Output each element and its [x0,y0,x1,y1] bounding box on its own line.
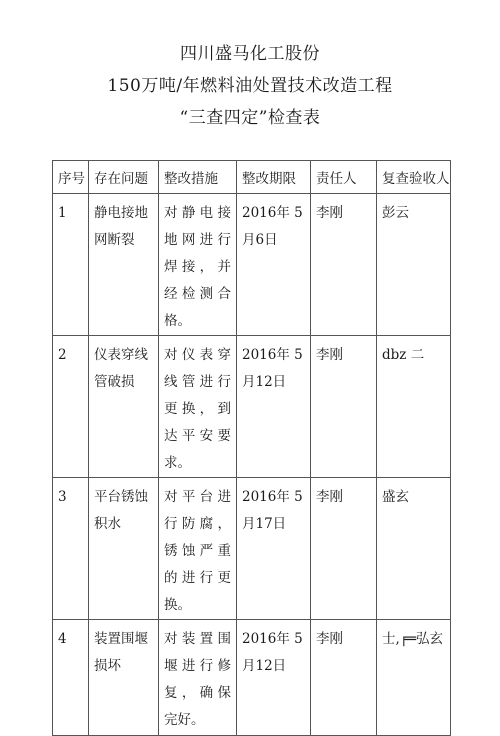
column-header-checker: 复查验收人 [377,161,451,194]
table-header-row [53,161,451,194]
cell-measure: 对平台进行防腐，锈蚀严重的进行更换。 [159,478,237,620]
cell-deadline: 2016年 5 月12日 [237,336,311,478]
cell-owner: 李刚 [311,620,377,736]
cell-measure: 对静电接地网进行焊接，并经检测合格。 [159,194,237,336]
cell-owner: 李刚 [311,336,377,478]
cell-deadline: 2016年 5 月6日 [237,194,311,336]
cell-issue: 平台锈蚀积水 [89,478,159,620]
inspection-table [52,160,451,736]
company-name: 四川盛马化工股份 [180,44,320,64]
cell-issue: 静电接地网断裂 [89,194,159,336]
cell-no: 4 [53,620,89,736]
cell-owner: 李刚 [311,194,377,336]
column-header-measure: 整改措施 [159,161,237,194]
document-header [0,38,500,134]
cell-deadline: 2016年 5 月17日 [237,478,311,620]
cell-no: 3 [53,478,89,620]
cell-checker: 盛玄 [377,478,451,620]
table-row [53,620,451,736]
cell-deadline: 2016年 5 月12日 [237,620,311,736]
cell-issue: 仪表穿线管破损 [89,336,159,478]
column-header-issue: 存在问题 [89,161,159,194]
cell-measure: 对仪表穿线管进行更换，到达平安要求。 [159,336,237,478]
table-row [53,194,451,336]
cell-checker: 士,╒═弘玄 [377,620,451,736]
table-row [53,336,451,478]
column-header-deadline: 整改期限 [237,161,311,194]
cell-measure: 对装置围堰进行修复，确保完好。 [159,620,237,736]
cell-checker: 彭云 [377,194,451,336]
project-name: 150万吨/年燃料油处置技术改造工程 [107,76,393,96]
table-row [53,478,451,620]
cell-checker: dbz 二 [377,336,451,478]
cell-issue: 装置围堰损坏 [89,620,159,736]
cell-no: 2 [53,336,89,478]
column-header-no: 序号 [53,161,89,194]
column-header-owner: 责任人 [311,161,377,194]
cell-owner: 李刚 [311,478,377,620]
form-title: “三查四定”检查表 [179,108,321,128]
cell-no: 1 [53,194,89,336]
